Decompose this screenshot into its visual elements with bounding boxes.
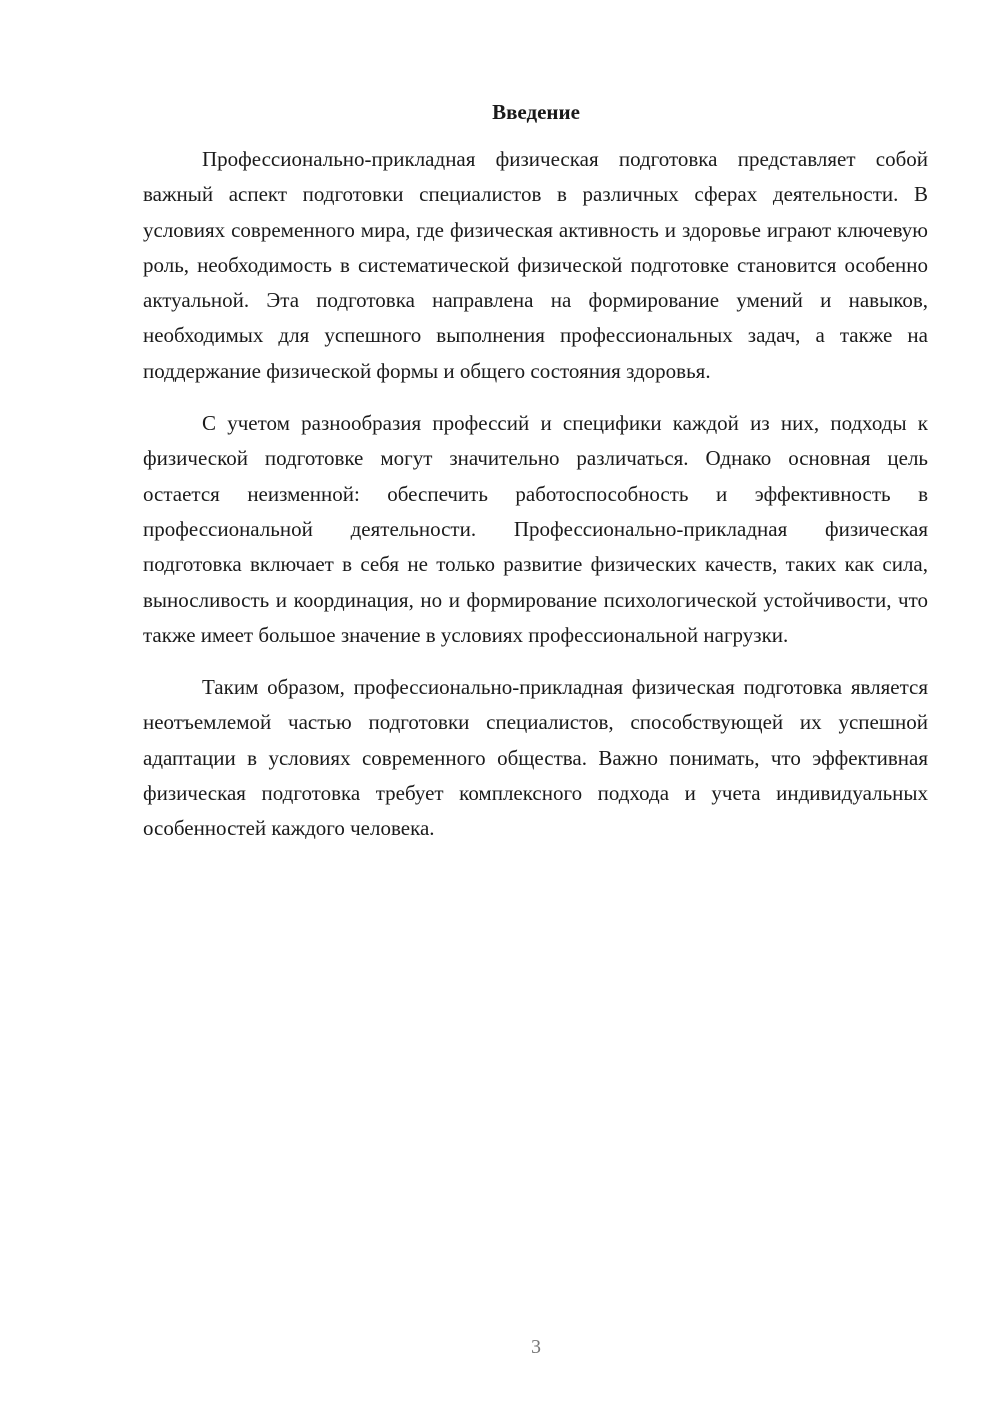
paragraph: Таким образом, профессионально-прикладная физическая подготовка является неотъемлемой частью подготовки специалистов, способствующей их успешной адаптации в условиях современного общества. Важно понимать, что эффективная физическая подготовка требует комплексного подхода и учета индивидуальных особенностей каждого человека. [143, 675, 928, 841]
paragraph: С учетом разнообразия профессий и специфики каждой из них, подходы к физической подготовке могут значительно различаться. Однако основная цель остается неизменной: обеспечить работоспособность и эффективность в профессиональной деятельности. Профессионально-прикладная физическая подготовка включает в себя не только развитие физических качеств, таких как сила, выносливость и координация, но и формирование психологической устойчивости, что также имеет большое значение в условиях профессиональной нагрузки. [143, 411, 928, 647]
body-text [143, 142, 928, 864]
page-number: 3 [531, 1336, 541, 1358]
paragraph: Профессионально-прикладная физическая подготовка представляет собой важный аспект подготовки специалистов в различных сферах деятельности. В условиях современного мира, где физическая активность и здоровье играют ключевую роль, необходимость в систематической физической подготовке становится особенно актуальной. Эта подготовка направлена на формирование умений и навыков, необходимых для успешного выполнения профессиональных задач, а также на поддержание физической формы и общего состояния здоровья. [143, 147, 928, 383]
section-heading: Введение [492, 100, 580, 124]
